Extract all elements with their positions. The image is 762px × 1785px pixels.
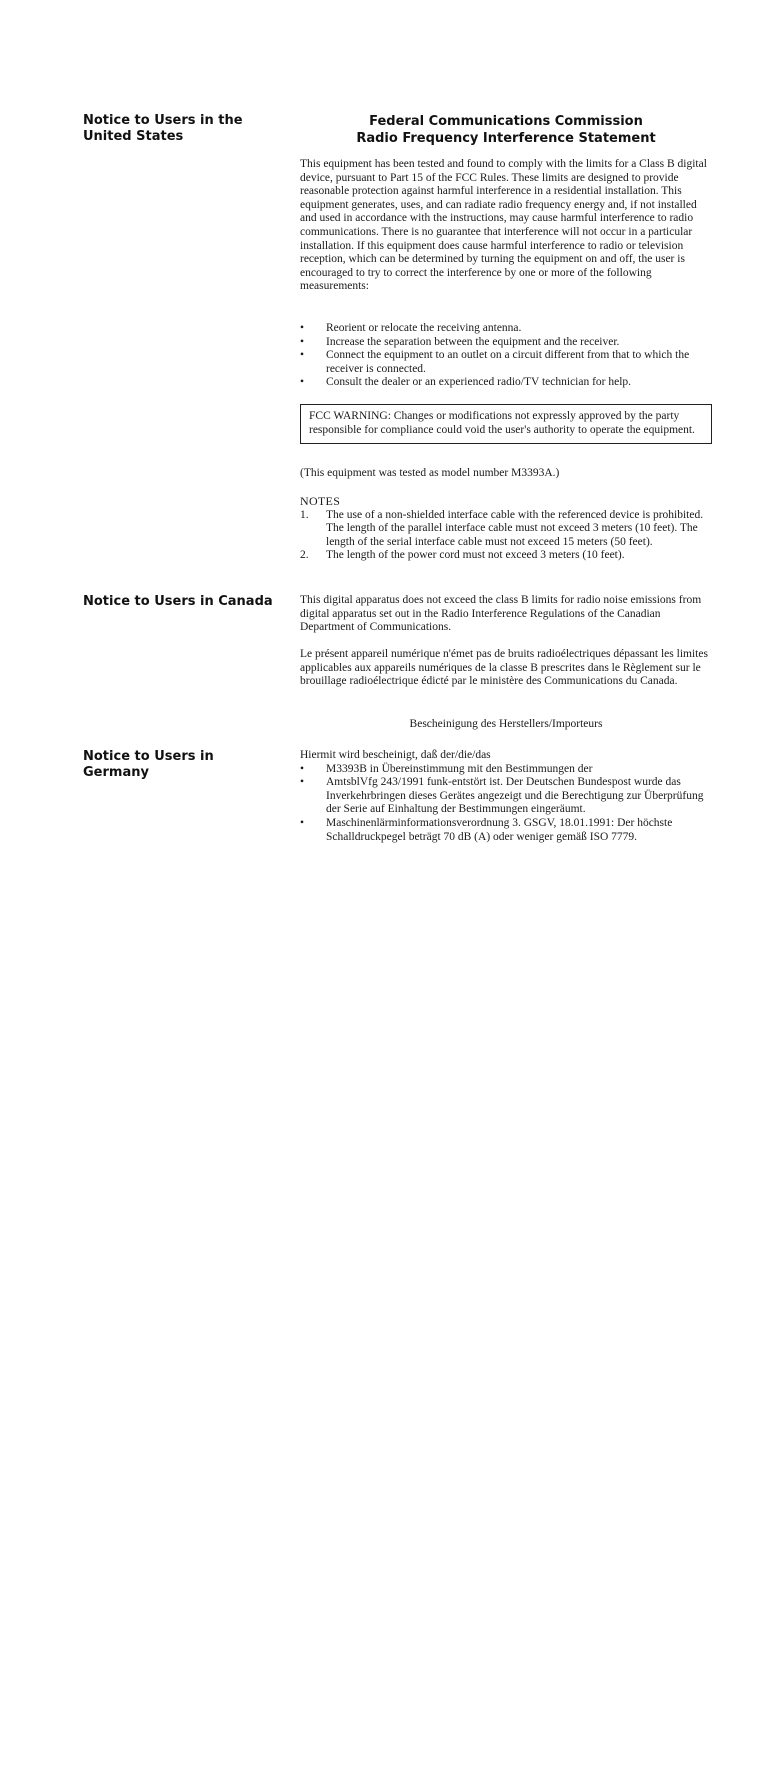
- fcc-warning-box: [300, 404, 712, 444]
- list-item: • AmtsblVfg 243/1991 funk-entstört ist. Der Deutschen Bundespost wurde das Inverkehrbringen dieses Gerätes angezeigt und die Berechtigung zur Überprüfung der Serie auf Einhaltung der Bestimmungen eingeräumt.: [300, 776, 712, 817]
- canada-english-paragraph: This digital apparatus does not exceed the class B limits for radio noise emissions from digital apparatus set out in the Radio Interference Regulations of the Canadian Department of Communications.: [300, 594, 702, 634]
- germany-section-heading: Bescheinigung des Herstellers/Importeurs: [409, 718, 603, 730]
- note-number: 1.: [300, 508, 309, 521]
- notes-heading: NOTES: [300, 494, 341, 508]
- list-item: • M3393B in Übereinstimmung mit den Bestimmungen der: [300, 763, 712, 777]
- list-item: • Consult the dealer or an experienced radio/TV technician for help.: [300, 376, 712, 390]
- germany-intro: Hiermit wird bescheinigt, daß der/die/das: [300, 749, 491, 761]
- canada-english-block: [300, 594, 712, 635]
- germany-block: [300, 749, 712, 844]
- us-bullet-list-block: [300, 322, 712, 390]
- us-intro-block: [300, 158, 712, 294]
- canada-french-block: [300, 648, 712, 689]
- fcc-title: [300, 113, 712, 147]
- canada-french-paragraph: Le présent appareil numérique n'émet pas de bruits radioélectriques dépassant les limites applicables aux appareils numériques de la classe B prescrites dans le Règlement sur le brouillage radioélectrique édicté par le ministère des Communications du Canada.: [300, 648, 708, 688]
- canada-side-heading: Notice to Users in Canada: [83, 594, 273, 609]
- list-item: [300, 509, 712, 550]
- us-bullet-list: [300, 322, 712, 390]
- germany-bullet-list: [300, 763, 712, 845]
- tested-model-text: (This equipment was tested as model number M3393A.): [300, 467, 560, 479]
- fcc-title-line2: Radio Frequency Interference Statement: [356, 131, 656, 146]
- list-item: • Reorient or relocate the receiving antenna.: [300, 322, 712, 336]
- germany-side-heading: Notice to Users in Germany: [83, 749, 214, 780]
- list-item: [300, 549, 712, 563]
- list-item: • Connect the equipment to an outlet on a circuit different from that to which the receiver is connected.: [300, 349, 712, 376]
- us-side-heading: Notice to Users in the United States: [83, 113, 243, 144]
- list-item: • Maschinenlärminformationsverordnung 3. GSGV, 18.01.1991: Der höchste Schalldruckpegel beträgt 70 dB (A) oder weniger gemäß ISO 7779.: [300, 817, 712, 844]
- note-number: 2.: [300, 549, 309, 562]
- notes-list: [300, 509, 712, 563]
- note-text: The length of the power cord must not exceed 3 meters (10 feet).: [326, 549, 625, 562]
- notes-block: [300, 495, 712, 563]
- fcc-title-line1: Federal Communications Commission: [369, 114, 643, 129]
- fcc-warning-text: FCC WARNING: Changes or modifications not expressly approved by the party responsible for compliance could void the user's authority to operate the equipment.: [309, 410, 695, 436]
- list-item: • Increase the separation between the equipment and the receiver.: [300, 336, 712, 350]
- tested-model-block: [300, 467, 712, 481]
- note-text: The use of a non-shielded interface cable with the referenced device is prohibited. The length of the parallel interface cable must not exceed 3 meters (10 feet). The length of the serial interface cable must not exceed 15 meters (50 feet).: [326, 508, 704, 548]
- us-intro-paragraph: This equipment has been tested and found to comply with the limits for a Class B digital device, pursuant to Part 15 of the FCC Rules. These limits are designed to provide reasonable protection against harmful interference in a residential installation. This equipment generates, uses, and can radiate radio frequency energy and, if not installed and used in accordance with the instructions, may cause harmful interference to radio communications. There is no guarantee that interference will not occur in a particular installation. If this equipment does cause harmful interference to radio or television reception, which can be determined by turning the equipment on and off, the user is encouraged to try to correct the interference by one or more of the following measurements:: [300, 158, 707, 293]
